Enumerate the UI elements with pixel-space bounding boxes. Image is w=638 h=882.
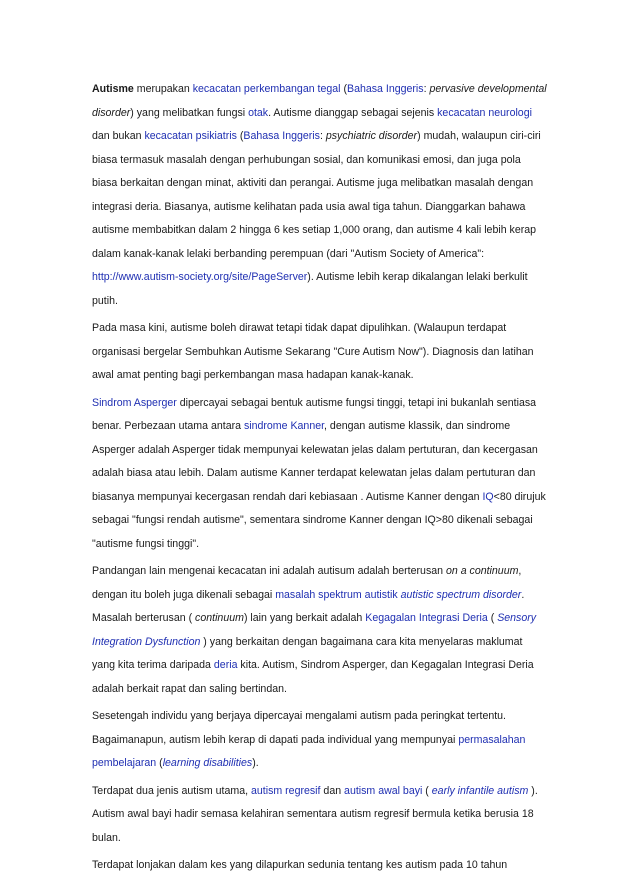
text-run: ( <box>422 784 432 797</box>
text-run: ) yang berkaitan dengan bagaimana cara kita menyelaras maklumat yang kita terima daripada <box>92 635 523 671</box>
hyperlink[interactable]: autism awal bayi <box>344 784 423 797</box>
hyperlink[interactable]: Bahasa Inggeris <box>347 83 424 95</box>
text-run: . Autisme dianggap sebagai sejenis <box>268 106 438 119</box>
hyperlink[interactable]: kecacatan perkembangan tegal <box>192 83 341 95</box>
paragraph-3 <box>92 392 548 557</box>
hyperlink[interactable]: early infantile autism <box>431 784 529 797</box>
hyperlink[interactable]: deria <box>213 659 238 671</box>
text-run: ) mudah, walaupun ciri-ciri biasa termasuk masalah dengan perhubungan sosial, dan komunikasi emosi, dan juga pola biasa berkaitan dengan minat, aktiviti dan perangai. Autisme juga melibatkan masalah dengan integrasi deria. Biasanya, autisme kelihatan pada usia awal tiga tahun. Dianggarkan bahawa autisme membabitkan dalam 2 hingga 6 kes setiap 1,000 orang, dan autisme 4 kali lebih kerap dalam kanak-kanak lelaki berbanding perempuan (dari "Autism Society of America": <box>92 130 541 260</box>
hyperlink[interactable]: kecacatan psikiatris <box>144 130 237 142</box>
text-run: on a continuum <box>445 565 519 577</box>
text-run: ( <box>487 612 498 624</box>
text-run: ). Autisme lebih kerap dikalangan lelaki berkulit putih. <box>92 271 528 307</box>
text-run: : <box>423 83 430 95</box>
text-run: pervasive developmental disorder <box>92 83 547 119</box>
hyperlink[interactable]: sindrome Kanner <box>243 420 325 432</box>
text-run: Terdapat dua jenis autism utama, <box>92 784 251 797</box>
hyperlink[interactable]: permasalahan pembelajaran <box>92 733 526 769</box>
paragraph-2 <box>92 317 548 388</box>
text-run: , dengan itu boleh juga dikenali sebagai <box>92 565 522 601</box>
hyperlink[interactable]: Sindrom Asperger <box>92 396 177 409</box>
text-run: Pandangan lain mengenai kecacatan ini adalah autisum adalah berterusan <box>92 565 446 577</box>
text-run: , dengan autisme klassik, dan sindrome Asperger adalah Asperger tidak mempunyai kelewatan jelas dalam pertuturan, dan kecergasan adalah biasa atau lebih. Dalam autisme Kanner terdapat kelewatan jelas dalam pertuturan dan biasanya mempunyai kecergasan rendah dari kebiasaan . Autisme Kanner dengan <box>92 420 538 503</box>
hyperlink[interactable]: autistic spectrum disorder <box>400 588 522 601</box>
bold-term: Autisme <box>92 83 134 95</box>
text-run: Pada masa kini, autisme boleh dirawat tetapi tidak dapat dipulihkan. (Walaupun terdapat organisasi bergelar Sembuhkan Autisme Sekarang "Cure Autism Now"). Diagnosis dan latihan awal amat penting bagi perkembangan masa hadapan kanak-kanak. <box>92 322 534 381</box>
paragraph-7 <box>92 854 548 878</box>
hyperlink[interactable]: Bahasa Inggeris <box>243 130 320 142</box>
hyperlink[interactable]: kecacatan neurologi <box>437 106 532 119</box>
text-run: dan bukan <box>92 130 145 142</box>
paragraph-1 <box>92 78 548 313</box>
paragraph-5 <box>92 705 548 776</box>
text-run: ). <box>252 757 259 769</box>
hyperlink[interactable]: autism regresif <box>251 784 321 797</box>
hyperlink[interactable]: http://www.autism-society.org/site/PageServer <box>92 271 308 283</box>
text-run: kita. Autism, Sindrom Asperger, dan Kegagalan Integrasi Deria adalah berkait rapat dan saling bertindan. <box>92 659 534 695</box>
hyperlink[interactable]: Sensory Integration Dysfunction <box>92 612 537 648</box>
text-run: ( <box>340 83 347 95</box>
text-run: ( <box>236 130 244 142</box>
text-run: : <box>319 130 326 142</box>
text-run: . Masalah berterusan ( <box>92 588 525 624</box>
hyperlink[interactable]: otak <box>248 106 269 119</box>
text-run: <80 dirujuk sebagai "fungsi rendah autisme", sementara sindrome Kanner dengan IQ>80 dikenali sebagai "autisme fungsi tinggi". <box>92 490 546 550</box>
hyperlink[interactable]: IQ <box>482 490 494 503</box>
paragraph-4 <box>92 560 548 701</box>
text-run: dan <box>320 784 345 797</box>
hyperlink[interactable]: learning disabilities <box>162 757 253 769</box>
text-run: Terdapat lonjakan dalam kes yang dilapurkan sedunia tentang kes autism pada 10 tahun <box>92 859 508 871</box>
text-run: continuum <box>195 612 244 624</box>
text-run: ) lain yang berkait adalah <box>243 612 366 624</box>
text-run: merupakan <box>133 83 193 95</box>
text-run: dipercayai sebagai bentuk autisme fungsi tinggi, tetapi ini bukanlah sentiasa benar. Perbezaan utama antara <box>92 396 537 432</box>
text-run: ) yang melibatkan fungsi <box>130 106 249 119</box>
paragraph-6 <box>92 780 548 851</box>
text-run: psychiatric disorder <box>325 130 418 142</box>
text-run: ( <box>156 757 163 769</box>
hyperlink[interactable]: masalah spektrum autistik <box>275 588 398 601</box>
document-page <box>92 78 548 882</box>
hyperlink[interactable]: Kegagalan Integrasi Deria <box>365 612 488 624</box>
text-run: Sesetengah individu yang berjaya dipercayai mengalami autism pada peringkat tertentu. Bagaimanapun, autism lebih kerap di dapati pada individual yang mempunyai <box>92 710 506 746</box>
text-run: ). Autism awal bayi hadir semasa kelahiran sementara autism regresif bermula ketika berusia 18 bulan. <box>92 784 538 844</box>
